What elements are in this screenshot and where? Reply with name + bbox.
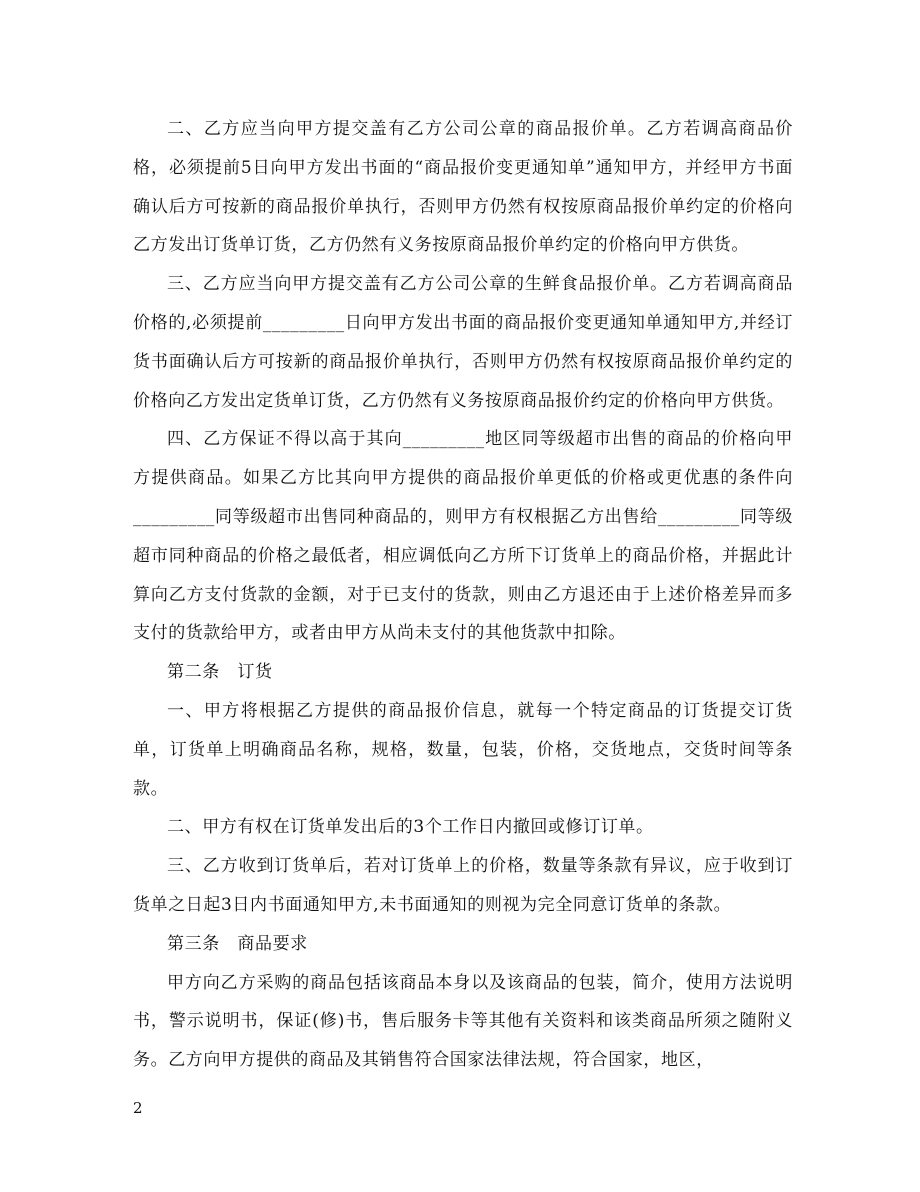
paragraph-price-quote-2: 二、乙方应当向甲方提交盖有乙方公司公章的商品报价单。乙方若调高商品价格，必须提前5日向甲方发出书面的“商品报价变更通知单”通知甲方，并经甲方书面确认后方可按新的商品报价单执行，否则甲方仍然有权按原商品报价单约定的价格向乙方发出订货单订货，乙方仍然有义务按原商品报价单约定的价格向甲方供货。 [133,119,793,256]
article-2-heading: 第二条 订货 [167,662,273,683]
paragraph-order-3: 三、乙方收到订货单后，若对订货单上的价格，数量等条款有异议，应于收到订货单之日起3日内书面通知甲方,未书面通知的则视为完全同意订货单的条款。 [133,856,793,915]
paragraph-order-1: 一、甲方将根据乙方提供的商品报价信息，就每一个特定商品的订货提交订货单，订货单上明确商品名称，规格，数量，包装，价格，交货地点，交货时间等条款。 [133,700,793,799]
article-3-heading: 第三条 商品要求 [167,933,308,954]
paragraph-price-quote-3: 三、乙方应当向甲方提交盖有乙方公司公章的生鲜食品报价单。乙方若调高商品价格的,必须提前_________日向甲方发出书面的商品报价变更通知单通知甲方,并经订货书面确认后方可按新的商品报价单执行，否则甲方仍然有权按原商品报价单约定的价格向乙方发出定货单订货，乙方仍然有义务按原商品报价约定的价格向甲方供货。 [133,274,793,411]
page-number: 2 [133,1099,143,1117]
paragraph-price-quote-4: 四、乙方保证不得以高于其向_________地区同等级超市出售的商品的价格向甲方提供商品。如果乙方比其向甲方提供的商品报价单更低的价格或更优惠的条件向_________同等级超市出售同种商品的，则甲方有权根据乙方出售给_________同等级超市同种商品的价格之最低者，相应调低向乙方所下订货单上的商品价格，并据此计算向乙方支付货款的金额，对于已支付的货款，则由乙方退还由于上述价格差异而多支付的货款给甲方，或者由甲方从尚未支付的其他货款中扣除。 [133,429,793,644]
paragraph-order-2: 二、甲方有权在订货单发出后的3个工作日内撤回或修订订单。 [167,817,654,838]
paragraph-product-requirements: 甲方向乙方采购的商品包括该商品本身以及该商品的包装，简介，使用方法说明书，警示说明书，保证(修)书，售后服务卡等其他有关资料和该类商品所须之随附义务。乙方向甲方提供的商品及其销售符合国家法律法规，符合国家，地区， [133,972,793,1071]
document-body [133,110,793,1080]
